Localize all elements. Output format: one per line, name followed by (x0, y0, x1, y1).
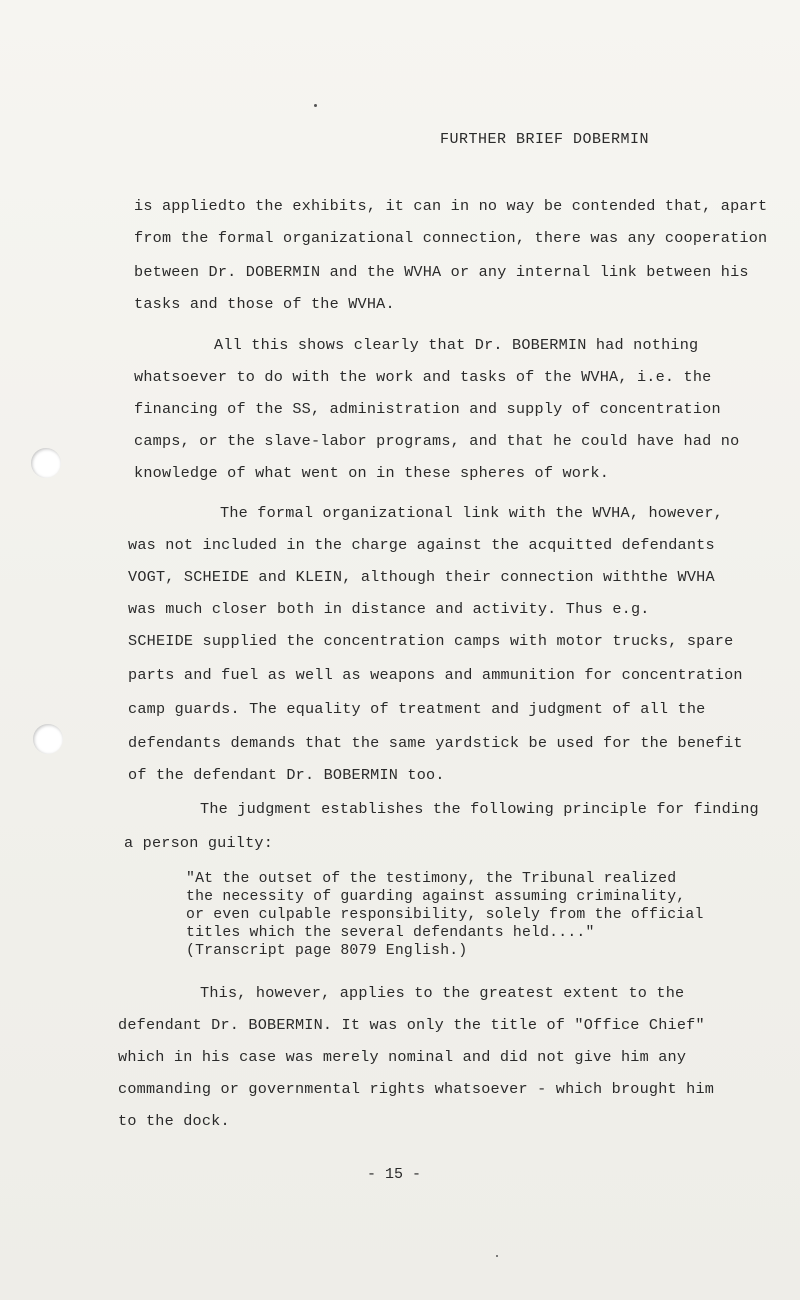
speck (496, 1255, 498, 1257)
text-line: was much closer both in distance and activity. Thus e.g. (128, 600, 650, 618)
text-line: (Transcript page 8079 English.) (186, 943, 468, 959)
text-line: the necessity of guarding against assuming criminality, (186, 889, 686, 905)
text-line: from the formal organizational connection, there was any cooperation (134, 229, 768, 247)
text-line: parts and fuel as well as weapons and ammunition for concentration (128, 666, 743, 684)
page-number: - 15 - (367, 1166, 422, 1183)
text-line: to the dock. (118, 1112, 230, 1130)
text-line: The formal organizational link with the WVHA, however, (220, 504, 723, 522)
text-line: tasks and those of the WVHA. (134, 295, 395, 313)
text-line: a person guilty: (124, 834, 274, 852)
text-line: This, however, applies to the greatest extent to the (200, 984, 685, 1002)
text-line: SCHEIDE supplied the concentration camps with motor trucks, spare (128, 632, 734, 650)
text-line: between Dr. DOBERMIN and the WVHA or any internal link between his (134, 263, 749, 281)
text-line: or even culpable responsibility, solely from the official (186, 907, 704, 923)
text-line: is appliedto the exhibits, it can in no way be contended that, apart (134, 197, 768, 215)
text-line: financing of the SS, administration and supply of concentration (134, 400, 721, 418)
text-line: camps, or the slave-labor programs, and that he could have had no (134, 432, 740, 450)
text-line: All this shows clearly that Dr. BOBERMIN had nothing (214, 336, 699, 354)
text-line: of the defendant Dr. BOBERMIN too. (128, 766, 445, 784)
text-line: defendant Dr. BOBERMIN. It was only the title of "Office Chief" (118, 1016, 705, 1034)
punch-hole-top (31, 448, 61, 478)
text-line: VOGT, SCHEIDE and KLEIN, although their connection withthe WVHA (128, 568, 715, 586)
text-line: camp guards. The equality of treatment and judgment of all the (128, 700, 706, 718)
running-header: FURTHER BRIEF DOBERMIN (440, 131, 650, 148)
text-line: The judgment establishes the following principle for finding (200, 800, 759, 818)
text-line: defendants demands that the same yardstick be used for the benefit (128, 734, 743, 752)
text-line: titles which the several defendants held...." (186, 925, 595, 941)
text-line: commanding or governmental rights whatsoever - which brought him (118, 1080, 715, 1098)
text-line: was not included in the charge against the acquitted defendants (128, 536, 715, 554)
speck (314, 104, 317, 107)
text-line: whatsoever to do with the work and tasks of the WVHA, i.e. the (134, 368, 712, 386)
text-line: "At the outset of the testimony, the Tribunal realized (186, 871, 677, 887)
punch-hole-bottom (33, 724, 63, 754)
text-line: which in his case was merely nominal and did not give him any (118, 1048, 687, 1066)
text-line: knowledge of what went on in these spheres of work. (134, 464, 610, 482)
